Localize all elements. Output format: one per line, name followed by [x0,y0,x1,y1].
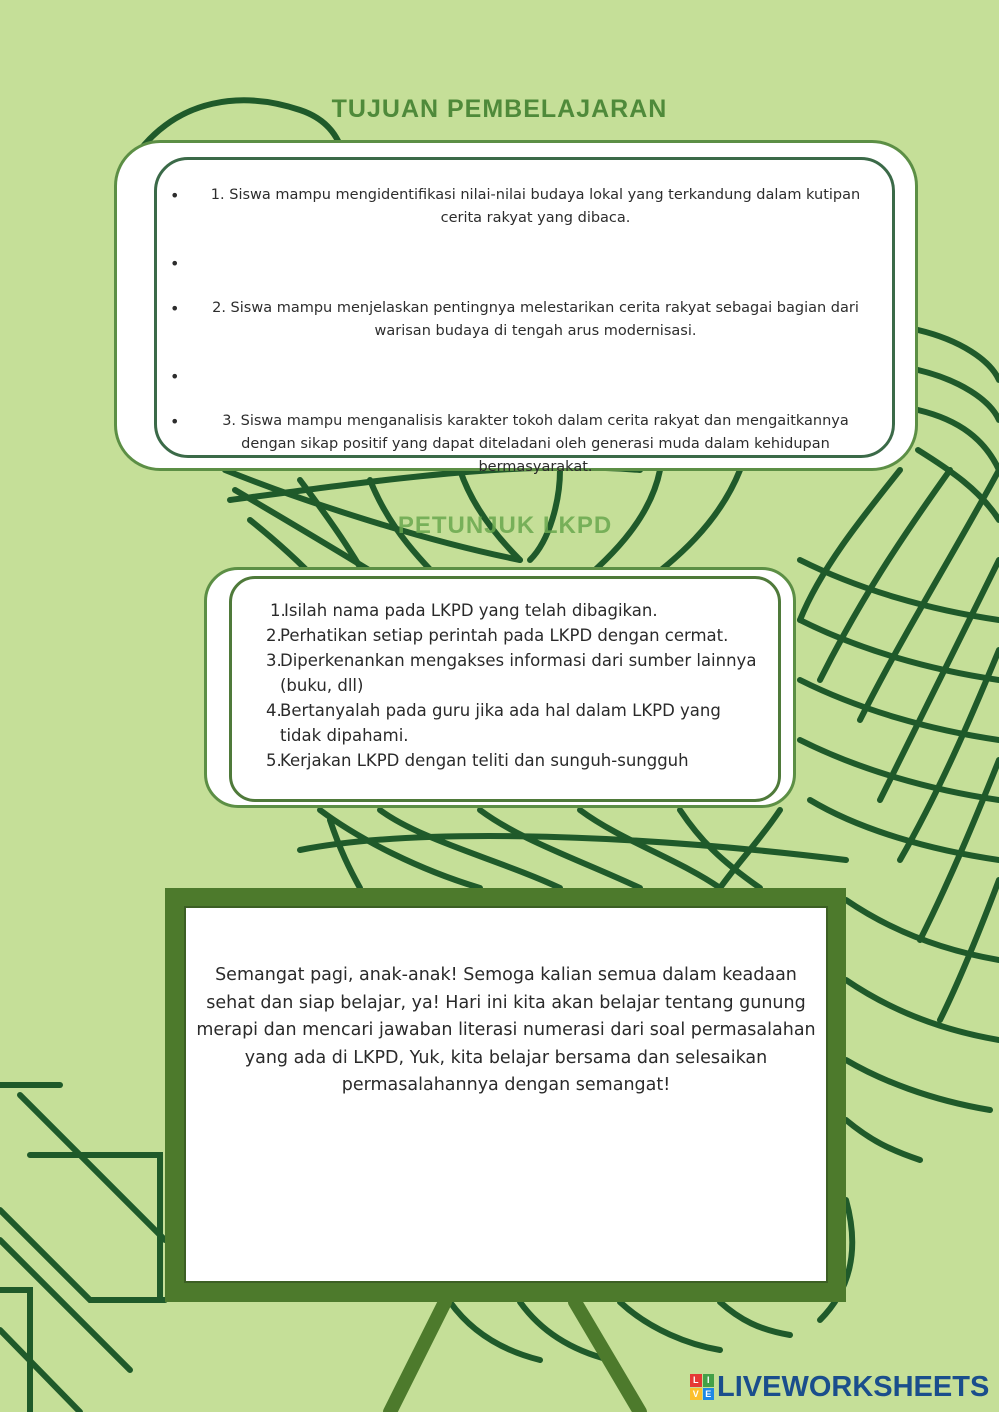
objectives-list [168,184,873,501]
logo-badge-icon [690,1374,714,1400]
objectives-heading: TUJUAN PEMBELAJARAN [331,95,668,123]
instruction-item-3: 3. Diperkenankan mengakses informasi dari sumber lainnya (buku, dll) [266,651,757,695]
objective-item-1: • 1. Siswa mampu mengidentifikasi nilai-nilai budaya lokal yang terkandung dalam kutipan cerita rakyat yang dibaca. [170,186,861,226]
bullet-icon: • [170,186,180,205]
instructions-heading: PETUNJUK LKPD [397,512,613,539]
logo-text: LIVEWORKSHEETS [717,1370,990,1403]
bullet-icon: • [170,299,180,318]
badge-letter: L [690,1374,702,1387]
instructions-list [262,598,767,773]
objective-item-blank-2 [168,365,873,388]
objective-item-blank-1 [168,252,873,275]
bullet-icon: • [170,367,180,386]
badge-letter: V [690,1388,702,1401]
badge-letter: I [703,1374,715,1387]
instruction-item-5: 5. Kerjakan LKPD dengan teliti dan sunguh-sungguh [266,751,689,770]
instruction-item-2: 2. Perhatikan setiap perintah pada LKPD dengan cermat. [266,626,729,645]
badge-letter: E [703,1388,715,1401]
objective-item-2: • 2. Siswa mampu menjelaskan pentingnya melestarikan cerita rakyat sebagai bagian dari warisan budaya di tengah arus modernisasi. [170,299,859,339]
greeting-text: Semangat pagi, anak-anak! Semoga kalian semua dalam keadaan sehat dan siap belajar, ya! Hari ini kita akan belajar tentang gunung merapi dan mencari jawaban literasi numerasi dari soal permasalahan yang ada di LKPD, Yuk, kita belajar bersama dan selesaikan permasalahannya dengan semangat! [196,965,816,1095]
instruction-item-4: 4. Bertanyalah pada guru jika ada hal dalam LKPD yang tidak dipahami. [266,701,721,745]
bullet-icon: • [170,254,180,273]
bullet-icon: • [170,412,180,431]
objective-item-3: • 3. Siswa mampu menganalisis karakter tokoh dalam cerita rakyat dan mengaitkannya dengan sikap positif yang dapat diteladani oleh generasi muda dalam kehidupan bermasyarakat. [170,412,849,475]
instruction-item-1: 1. Isilah nama pada LKPD yang telah dibagikan. [270,601,658,620]
liveworksheets-logo[interactable] [690,1370,989,1404]
